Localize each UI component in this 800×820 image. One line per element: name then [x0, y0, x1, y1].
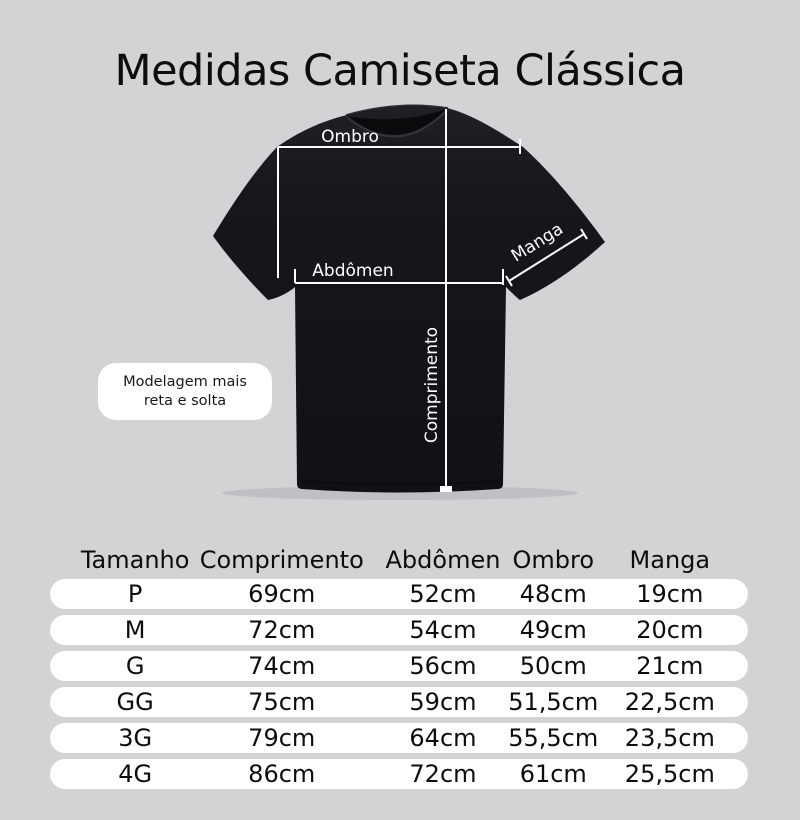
table-row-3g	[50, 723, 748, 753]
ombro-cell: 51,5cm	[508, 688, 599, 716]
manga-cell: 25,5cm	[624, 760, 715, 788]
table-row-m	[50, 615, 748, 645]
ombro-cell: 48cm	[519, 580, 587, 608]
header-cell-comprimento: Comprimento	[199, 546, 364, 574]
fit-note-line2: reta e solta	[143, 392, 227, 409]
fit-note	[98, 363, 272, 420]
size-cell: 4G	[118, 760, 153, 788]
manga-cell: 22,5cm	[624, 688, 715, 716]
header-cell-tamanho: Tamanho	[80, 546, 190, 574]
manga-cell: 23,5cm	[624, 724, 715, 752]
header-cell-manga: Manga	[629, 546, 711, 574]
tshirt-diagram	[150, 95, 650, 545]
table-row-p	[50, 579, 748, 609]
ombro-cell: 50cm	[519, 652, 587, 680]
abdomen-label: Abdômen	[312, 261, 394, 281]
header-cell-abdomen: Abdômen	[385, 546, 501, 574]
abdomen-cell: 59cm	[409, 688, 477, 716]
comprimento-cell: 74cm	[248, 652, 316, 680]
abdomen-cell: 56cm	[409, 652, 477, 680]
size-cell: 3G	[118, 724, 153, 752]
ombro-cell: 49cm	[519, 616, 587, 644]
abdomen-cell: 54cm	[409, 616, 477, 644]
abdomen-cell: 52cm	[409, 580, 477, 608]
table-row-gg	[50, 687, 748, 717]
size-table	[50, 545, 748, 795]
size-cell: P	[127, 580, 143, 608]
abdomen-cell: 72cm	[409, 760, 477, 788]
table-header-row	[50, 545, 748, 575]
size-cell: M	[124, 616, 146, 644]
abdomen-cell: 64cm	[409, 724, 477, 752]
manga-cell: 20cm	[636, 616, 704, 644]
table-row-g	[50, 651, 748, 681]
size-cell: GG	[116, 688, 154, 716]
comprimento-cell: 69cm	[248, 580, 316, 608]
shoulder-label: Ombro	[321, 127, 379, 147]
comprimento-cell: 75cm	[248, 688, 316, 716]
comprimento-cell: 86cm	[248, 760, 316, 788]
table-row-4g	[50, 759, 748, 789]
length-line-bottom-tick	[440, 486, 452, 492]
comprimento-cell: 72cm	[248, 616, 316, 644]
comprimento-cell: 79cm	[248, 724, 316, 752]
ombro-cell: 55,5cm	[508, 724, 599, 752]
header-cell-ombro: Ombro	[512, 546, 595, 574]
sleeve-label: Manga	[507, 219, 567, 267]
tshirt-body	[213, 105, 605, 493]
ombro-cell: 61cm	[519, 760, 587, 788]
page-title: Medidas Camiseta Clássica	[114, 45, 686, 96]
length-label: Comprimento	[422, 326, 442, 444]
fit-note-line1: Modelagem mais	[123, 374, 247, 391]
manga-cell: 19cm	[636, 580, 704, 608]
manga-cell: 21cm	[636, 652, 704, 680]
size-cell: G	[125, 652, 145, 680]
